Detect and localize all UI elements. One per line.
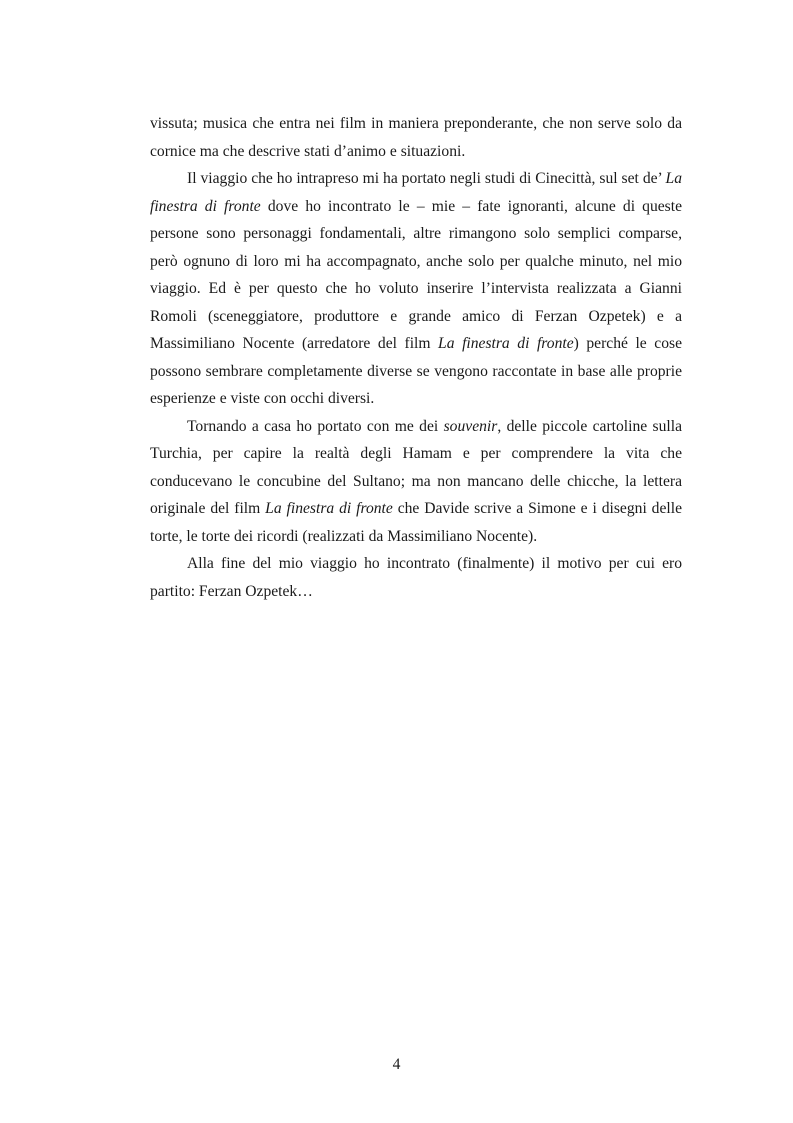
text-run: che Davide scrive a Simone e i disegni delle torte, le torte dei ricordi (realizzati da Massimiliano Nocente). [150,500,682,545]
page-number: 4 [392,1056,401,1073]
italic-title: La finestra di fronte [265,500,393,517]
paragraph [150,413,682,551]
text-run: vissuta; musica che entra nei film in maniera preponderante, che non serve solo da cornice ma che descrive stati d’animo e situazioni. [150,115,682,160]
italic-title: La finestra di fronte [438,335,574,352]
text-run: Alla fine del mio viaggio ho incontrato (finalmente) il motivo per cui ero partito: Ferzan Ozpetek… [150,555,682,600]
text-run: dove ho incontrato le – mie – fate ignoranti, alcune di queste persone sono personaggi fondamentali, altre rimangono solo semplici comparse, però ognuno di loro mi ha accompagnato, anche solo per qualche minuto, nel mio viaggio. Ed è per questo che ho voluto inserire l’intervista realizzata a Gianni Romoli (sceneggiatore, produttore e grande amico di Ferzan Ozpetek) e a Massimiliano Nocente (arredatore del film [150,197,682,352]
italic-title: La finestra di fronte [150,170,682,215]
text-run: ) perché le cose possono sembrare completamente diverse se vengono raccontate in base alle proprie esperienze e viste con occhi diversi. [150,335,682,407]
text-run: Tornando a casa ho portato con me dei [187,417,444,435]
italic-title: souvenir [443,417,498,435]
paragraph [150,165,682,413]
body-text [150,110,682,605]
paragraph [150,550,682,605]
paragraph [150,110,682,165]
text-run: , delle piccole cartoline sulla Turchia, per capire la realtà degli Hamam e per comprendere la vita che conducevano le concubine del Sultano; ma non mancano delle chicche, la lettera originale del film [150,417,683,517]
text-run: Il viaggio che ho intrapreso mi ha portato negli studi di Cinecittà, sul set de’ [187,170,666,187]
